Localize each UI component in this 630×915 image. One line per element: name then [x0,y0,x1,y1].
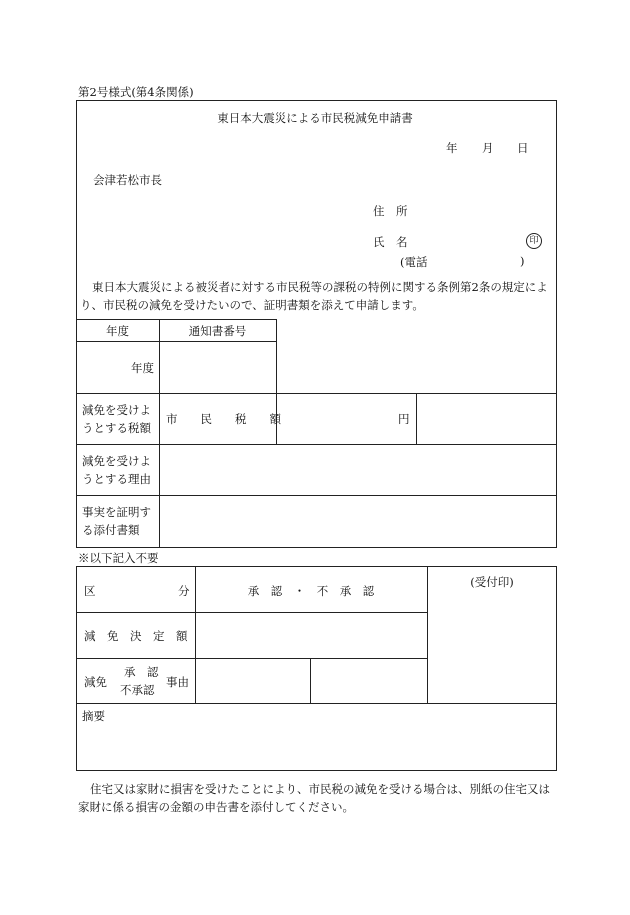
addressee: 会津若松市長 [93,173,162,187]
reason-label: 減免を受けようとする理由 [82,454,151,486]
category-label-left: 区 [84,584,96,598]
year-header: 年度 [106,324,129,338]
seal-mark: 印 [526,233,542,249]
year-unit-label: 年度 [131,361,154,375]
approve-label: 承 認 [124,665,159,679]
phone-open-label: (電話 [400,255,428,269]
decided-amount-label: 減 免 決 定 額 [84,629,188,643]
form-number-label: 第2号様式(第4条関係) [78,85,194,99]
reason-short-label: 事由 [166,675,189,689]
date-month-label: 月 [482,141,494,155]
yen-label: 円 [398,412,410,426]
body-paragraph: 東日本大震災による被災者に対する市民税等の課税の特例に関する条例第2条の規定により、市民税の減免を受けたいので、証明書類を添えて申請します。 [80,280,548,312]
form-title: 東日本大震災による市民税減免申請書 [217,111,413,125]
exemption-label: 減免 [84,675,107,689]
office-use-note: ※以下記入不要 [78,551,159,565]
date-year-label: 年 [446,141,458,155]
approval-header: 承 認 ・ 不 承 認 [247,584,375,598]
tax-type-label: 市 民 税 額 [166,412,281,426]
reception-stamp-label: (受付印) [470,575,514,589]
category-label-right: 分 [178,584,190,598]
footer-note: 住宅又は家財に損害を受けたことにより、市民税の減免を受ける場合は、別紙の住宅又は家財に係る損害の金額の申告書を添付してください。 [78,782,550,814]
summary-label: 摘要 [82,709,105,723]
supporting-documents-label: 事実を証明する添付書類 [82,505,151,537]
tax-amount-label: 減免を受けようとする税額 [82,403,151,435]
phone-close-label: ) [520,254,525,268]
notice-number-header: 通知書番号 [188,324,247,338]
disapprove-label: 不承認 [120,683,155,697]
address-label: 住 所 [373,204,408,218]
name-label: 氏 名 [373,235,408,249]
date-day-label: 日 [517,141,529,155]
